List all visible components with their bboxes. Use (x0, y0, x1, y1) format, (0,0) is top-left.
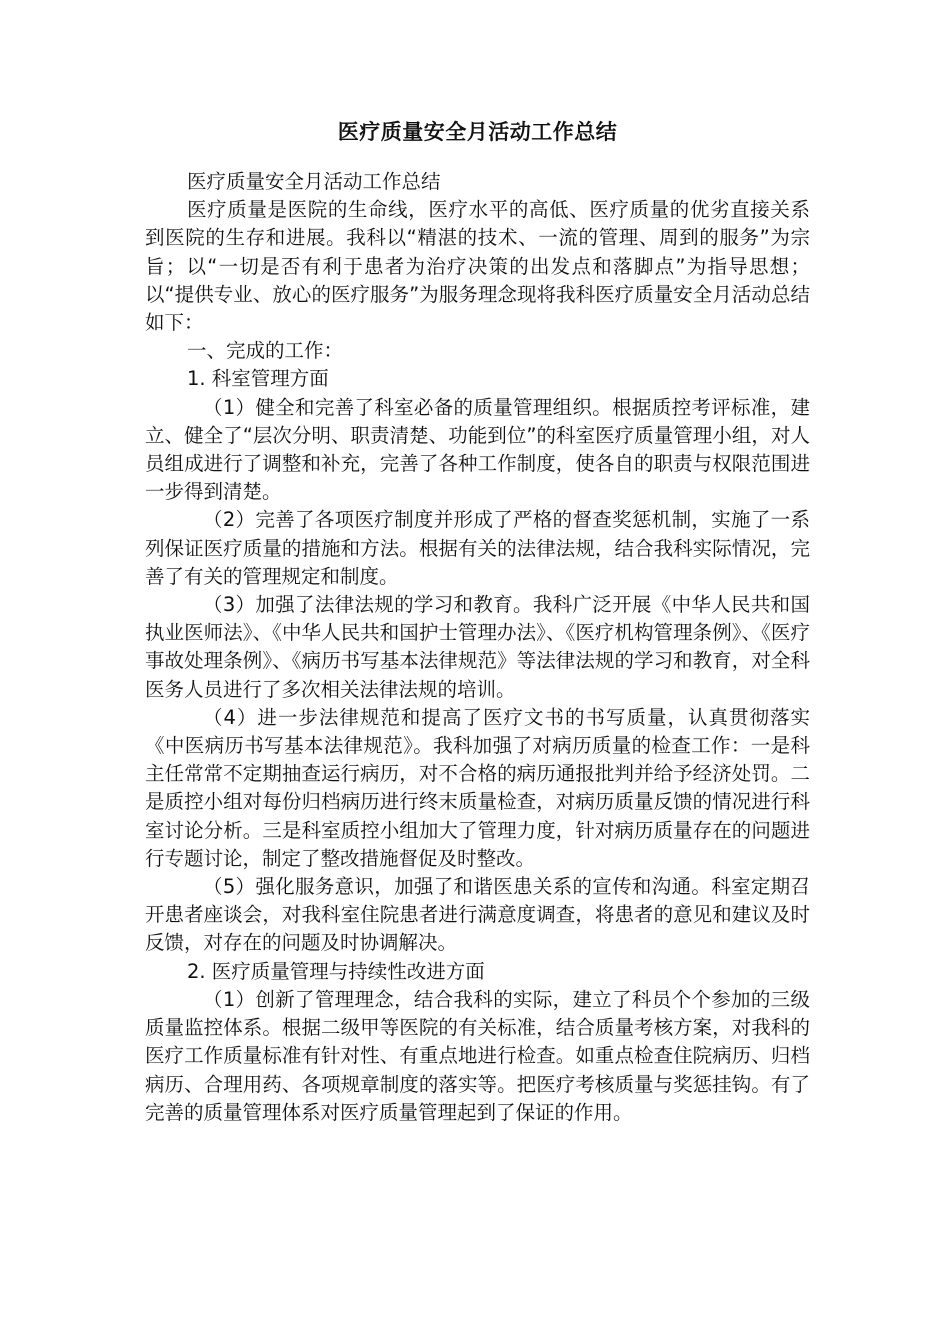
subtitle-paragraph: 医疗质量安全月活动工作总结 (187, 170, 441, 193)
item-paragraph-1: （1）健全和完善了科室必备的质量管理组织。根据质控考评标准，建立、健全了“层次分明、职责清楚、功能到位”的科室医疗质量管理小组，对人员组成进行了调整和补充，完善了各种工作制度，使各自的职责与权限范围进一步得到清楚。 (145, 395, 810, 504)
document-page (145, 112, 810, 1127)
section-heading-completed-work: 一、完成的工作： (187, 339, 344, 363)
item-paragraph-4: （4）进一步法律规范和提高了医疗文书的书写质量，认真贯彻落实《中医病历书写基本法律规范》。我科加强了对病历质量的检查工作：一是科主任常常不定期抽查运行病历，对不合格的病历通报批判并给予经济处罚。二是质控小组对每份归档病历进行终末质量检查，对病历质量反馈的情况进行科室讨论分析。三是科室质控小组加大了管理力度，针对病历质量存在的问题进行专题讨论，制定了整改措施督促及时整改。 (145, 705, 810, 870)
item-paragraph-3: （3）加强了法律法规的学习和教育。我科广泛开展《中华人民共和国执业医师法》、《中华人民共和国护士管理办法》、《医疗机构管理条例》、《医疗事故处理条例》、《病历书写基本法律规范》等法律法规的学习和教育，对全科医务人员进行了多次相关法律法规的培训。 (145, 593, 810, 701)
item-paragraph-6: （1）创新了管理理念，结合我科的实际，建立了科员个个参加的三级质量监控体系。根据二级甲等医院的有关标准，结合质量考核方案，对我科的医疗工作质量标准有针对性、有重点地进行检查。如重点检查住院病历、归档病历、合理用药、各项规章制度的落实等。把医疗考核质量与奖惩挂钩。有了完善的质量管理体系对医疗质量管理起到了保证的作用。 (145, 987, 810, 1124)
document-title: 医疗质量安全月活动工作总结 (337, 120, 618, 144)
item-paragraph-2: （2）完善了各项医疗制度并形成了严格的督查奖惩机制，实施了一系列保证医疗质量的措施和方法。根据有关的法律法规，结合我科实际情况，完善了有关的管理规定和制度。 (145, 508, 810, 588)
subsection-heading-department-management: 1. 科室管理方面 (187, 367, 329, 391)
intro-paragraph: 医疗质量是医院的生命线，医疗水平的高低、医疗质量的优劣直接关系到医院的生存和进展。我科以“精湛的技术、一流的管理、周到的服务”为宗旨；以“一切是否有利于患者为治疗决策的出发点和落脚点”为指导思想；以“提供专业、放心的医疗服务”为服务理念现将我科医疗质量安全月活动总结如下： (145, 198, 810, 335)
subsection-heading-quality-improvement: 2. 医疗质量管理与持续性改进方面 (187, 959, 485, 983)
item-paragraph-5: （5）强化服务意识，加强了和谐医患关系的宣传和沟通。科室定期召开患者座谈会，对我科室住院患者进行满意度调查，将患者的意见和建议及时反馈，对存在的问题及时协调解决。 (145, 875, 810, 955)
